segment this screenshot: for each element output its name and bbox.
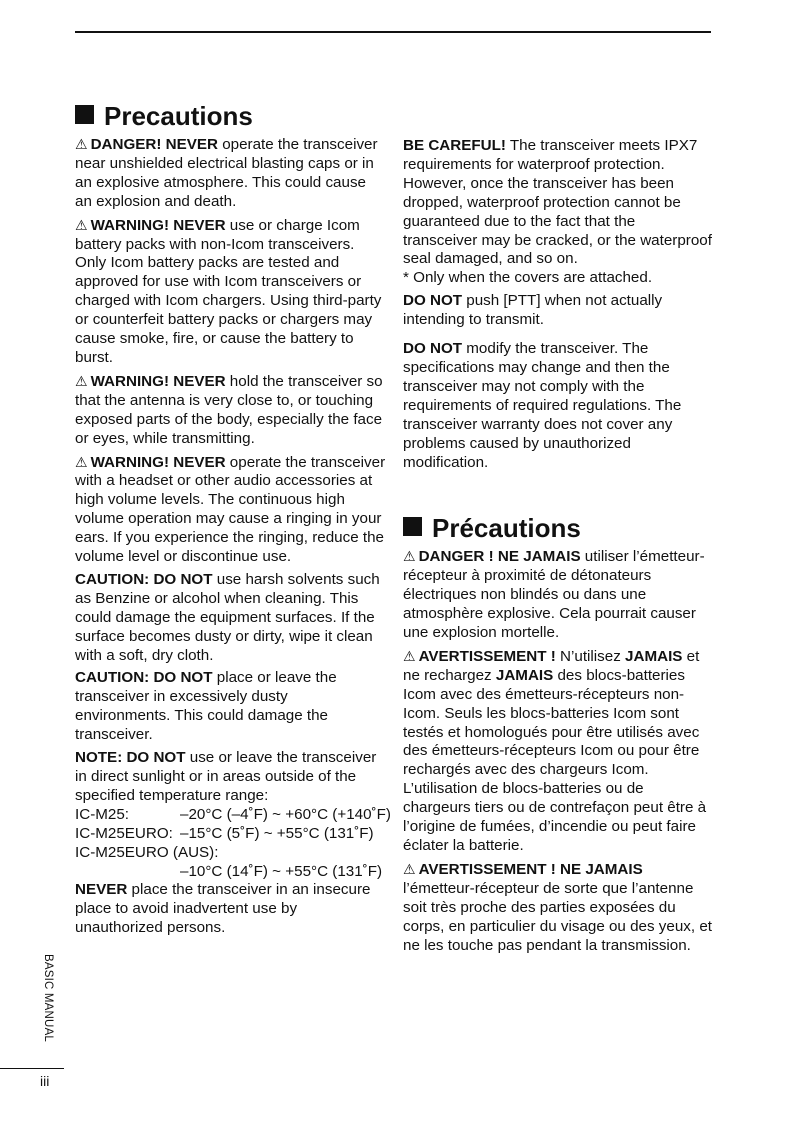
warning-triangle-icon: ⚠ <box>75 372 88 389</box>
never-paragraph: NEVER place the transceiver in an insecure place to avoid inadvertent use by unauthorized persons. <box>75 881 371 937</box>
spec-row-m25euro: IC-M25EURO: –15°C (5˚F) ~ +55°C (131˚F) <box>75 824 374 842</box>
ptt-paragraph: DO NOT push [PTT] when not actually intending to transmit. <box>403 292 663 329</box>
spec-row-m25euro-aus-range: –10°C (14˚F) ~ +55°C (131˚F) <box>180 862 383 880</box>
side-label: BASIC MANUAL <box>42 954 54 1043</box>
warning-triangle-icon: ⚠ <box>75 216 88 233</box>
warning-triangle-icon: ⚠ <box>403 548 416 565</box>
note-paragraph: NOTE: DO NOT use or leave the transceiver in direct sunlight or in areas outside of the specified temperature range: <box>75 749 377 804</box>
page-number: iii <box>40 1073 50 1089</box>
spec-row-m25: IC-M25: –20°C (–4˚F) ~ +60°C (+140˚F) <box>75 805 391 823</box>
warning-headset-paragraph: ⚠ WARNING! NEVER operate the transceiver with a headset or other audio accessories at high volume levels. The continuous high volume operation may cause a ringing in your ears. If you experience the ringing, reduce the volume level or discontinue use. <box>75 453 386 566</box>
spec-row-m25euro-aus-model: IC-M25EURO (AUS): <box>75 843 219 861</box>
top-rule <box>75 31 711 33</box>
square-bullet-icon <box>403 517 422 536</box>
careful-paragraph: BE CAREFUL! The transceiver meets IPX7 requirements for waterproof protection. However, once the transceiver has been dropped, waterproof protection cannot be guaranteed due to the fact that the transceiver may be cracked, or the waterproof seal damaged, and so on. <box>403 137 712 268</box>
page-number-rule <box>0 1068 64 1069</box>
warning-triangle-icon: ⚠ <box>403 647 416 664</box>
section-heading-en: Precautions <box>75 100 387 132</box>
warning-antenna-paragraph-fr: ⚠ AVERTISSEMENT ! NE JAMAIS l’émetteur-récepteur de sorte que l’antenne soit très proche des parties exposées du corps, en particulier du visage ou des yeux, et ne les touche pas pendant la transmission. <box>403 860 712 954</box>
warning-triangle-icon: ⚠ <box>75 136 88 152</box>
warning-triangle-icon: ⚠ <box>403 860 416 877</box>
danger-paragraph-fr: ⚠ DANGER ! NE JAMAIS utiliser l’émetteur-récepteur à proximité de détonateurs électriques non blindés ou dans une atmosphère explosive. Cela pourrait causer une explosion mortelle. <box>403 548 705 642</box>
note-temperature-block <box>75 749 391 881</box>
warning-battery-paragraph-fr: ⚠ AVERTISSEMENT ! N’utilisez JAMAIS et ne rechargez JAMAIS des blocs-batteries Icom avec des émetteurs-récepteurs non-Icom. Seuls les blocs-batteries Icom sont testés et homologués pour être utilisés avec des émetteurs-récepteurs Icom ou pour être rechargés avec des chargeurs Icom. L’utilisation de blocs-batteries ou de chargeurs tiers ou de contrefaçon peut être à l’origine de fumées, d’incendie ou peut faire éclater la batterie. <box>403 647 707 854</box>
careful-footnote: * Only when the covers are attached. <box>403 269 653 287</box>
right-column <box>403 137 713 959</box>
square-bullet-icon <box>75 105 94 124</box>
section-heading-fr: Précautions <box>403 512 713 544</box>
left-column <box>75 100 391 942</box>
danger-paragraph: ⚠ DANGER! NEVER operate the transceiver near unshielded electrical blasting caps or in an explosive atmosphere. This could cause an explosion and death. <box>75 136 378 210</box>
warning-triangle-icon: ⚠ <box>75 453 88 470</box>
warning-battery-paragraph: ⚠ WARNING! NEVER use or charge Icom battery packs with non-Icom transceivers. Only Icom battery packs are tested and approved for use with Icom transceivers or charged with Icom chargers. Using third-party or counterfeit battery packs or chargers may cause smoke, fire, or cause the battery to burst. <box>75 216 382 366</box>
modify-paragraph: DO NOT modify the transceiver. The specifications may change and then the transceiver may not comply with the requirements of required regulations. The transceiver warranty does not cover any problems caused by unauthorized modification. <box>403 340 682 471</box>
caution-solvents-paragraph: CAUTION: DO NOT use harsh solvents such as Benzine or alcohol when cleaning. This could damage the equipment surfaces. If the surface becomes dusty or dirty, wipe it clean with a soft, dry cloth. <box>75 570 380 664</box>
caution-dust-paragraph: CAUTION: DO NOT place or leave the transceiver in excessively dusty environments. This could damage the transceiver. <box>75 669 337 744</box>
warning-antenna-paragraph: ⚠ WARNING! NEVER hold the transceiver so that the antenna is very close to, or touching exposed parts of the body, especially the face or eyes, while transmitting. <box>75 372 383 447</box>
